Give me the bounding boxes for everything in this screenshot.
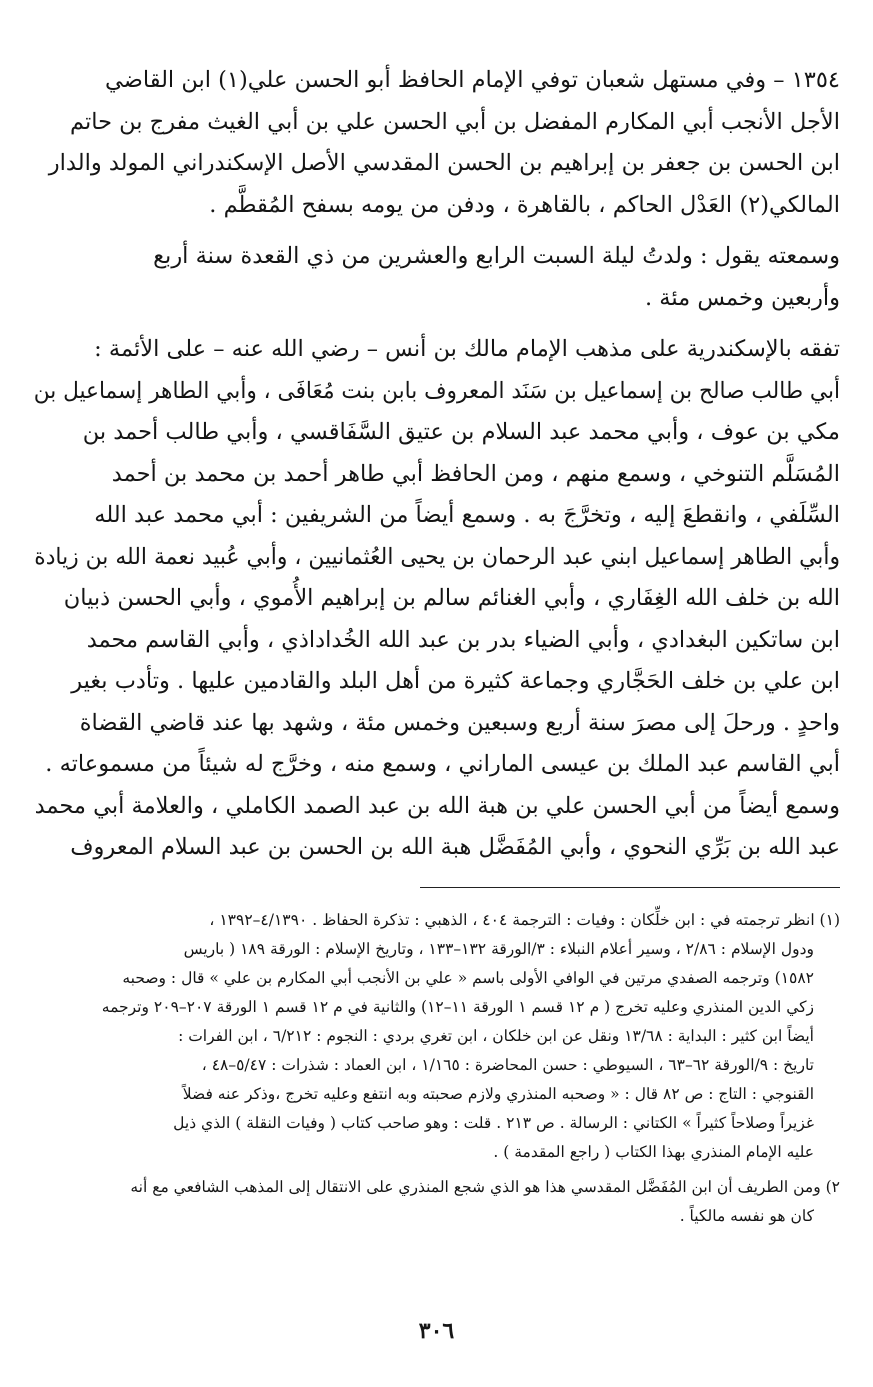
text-line: ١٣٥٤ – وفي مستهل شعبان توفي الإمام الحافظ أبو الحسن علي(١) ابن القاضي [104, 67, 840, 93]
paragraph-1 [34, 60, 840, 226]
footnote-line: القنوجي : التاج : ص ٨٢ قال : « وصحبه المنذري ولازم صحبته وبه انتفع وعليه تخرج ،وذكر عنه فضلاً [182, 1084, 814, 1103]
text-line: أبي طالب صالح بن إسماعيل بن سَنَد المعروف بابن بنت مُعَافَى ، وأبي الطاهر إسماعيل بن [33, 377, 841, 404]
text-line: أبي القاسم عبد الملك بن عيسى الماراني ، وسمع منه ، وخرَّج له شيئاً من مسموعاته . [45, 751, 840, 777]
text-line: السِّلَفي ، وانقطعَ إليه ، وتخرَّجَ به . وسمع أيضاً من الشريفين : أبي محمد عبد الله [94, 502, 840, 528]
text-line: ابن الحسن بن جعفر بن إبراهيم بن الحسن المقدسي الأصل الإسكندراني المولد والدار [48, 150, 840, 176]
footnote-2 [34, 1173, 840, 1231]
footnote-line: أيضاً ابن كثير : البداية : ١٣/٦٨ ونقل عن ابن خلكان ، ابن تغري بردي : النجوم : ٦/٢١٢ ، ابن الفرات : [178, 1026, 814, 1045]
text-line: واحدٍ . ورحلَ إلى مصرَ سنة أربع وسبعين وخمس مئة ، وشهد بها عند قاضي القضاة [79, 709, 840, 736]
footnotes [34, 906, 840, 1231]
text-line: الأجل الأنجب أبي المكارم المفضل بن أبي الحسن علي بن أبي الغيث مفرج بن حاتم [69, 108, 840, 135]
text-line: المُسَلَّم التنوخي ، وسمع منهم ، ومن الحافظ أبي طاهر أحمد بن محمد بن أحمد [111, 460, 840, 487]
footnote-line: ودول الإسلام : ٢/٨٦ ، وسير أعلام النبلاء : ٣/الورقة ١٣٢–١٣٣ ، وتاريخ الإسلام : الورقة ١٨٩ ( باريس [183, 939, 814, 958]
footnote-line: زكي الدين المنذري وعليه تخرج ( م ١٢ قسم ١ الورقة ١١–١٢) والثانية في م ١٢ قسم ١ الورقة ٢٠٧–٢٠٩ وترجمه [101, 997, 814, 1016]
text-line: مكي بن عوف ، وأبي محمد عبد السلام بن عتيق السَّفَاقسي ، وأبي طالب أحمد بن [82, 419, 840, 445]
text-line: عبد الله بن بَرِّي النحوي ، وأبي المُفَضَّل هبة الله بن الحسن بن عبد السلام المعروف [70, 834, 840, 860]
page-body [34, 60, 840, 1237]
footnote-line: تاريخ : ٩/الورقة ٦٢–٦٣ ، السيوطي : حسن المحاضرة : ١/١٦٥ ، ابن العماد : شذرات : ٥/٤٧–٤٨ ، [201, 1055, 814, 1074]
text-line: وسمع أيضاً من أبي الحسن علي بن هبة الله بن عبد الصمد الكاملي ، والعلامة أبي محمد [34, 792, 840, 819]
text-line: ابن ساتكين البغدادي ، وأبي الضياء بدر بن عبد الله الخُداداذي ، وأبي القاسم محمد [86, 626, 840, 653]
footnote-line: غزيراً وصلاحاً كثيراً » الكتاني : الرسالة . ص ٢١٣ . قلت : وهو صاحب كتاب ( وفيات النقلة ) الذي ذيل [173, 1113, 814, 1132]
footnote-line: عليه الإمام المنذري بهذا الكتاب ( راجع المقدمة ) . [493, 1142, 814, 1161]
text-line: وأبي الطاهر إسماعيل ابني عبد الرحمان بن يحيى العُثمانيين ، وأبي عُبيد نعمة الله بن زيادة [34, 543, 841, 570]
paragraph-2 [34, 236, 840, 319]
text-line: ابن علي بن خلف الحَجَّاري وجماعة كثيرة من أهل البلد والقادمين عليها . وتأدب بغير [71, 668, 840, 694]
footnote-line: ١٥٨٢) وترجمه الصفدي مرتين في الوافي الأولى باسم « علي بن الأنجب أبي المكارم بن علي » قال : وصحبه [122, 968, 814, 987]
text-line: تفقه بالإسكندرية على مذهب الإمام مالك بن أنس – رضي الله عنه – على الأئمة : [94, 336, 840, 362]
paragraph-3 [34, 329, 840, 869]
page-number: ٣٠٦ [418, 1318, 455, 1344]
text-line: وسمعته يقول : ولدتُ ليلة السبت الرابع والعشرين من ذي القعدة سنة أربع [153, 243, 840, 269]
text-line: الله بن خلف الله الغِفَاري ، وأبي الغنائم سالم بن إبراهيم الأُموي ، وأبي الحسن ذبيان [63, 585, 840, 611]
main-text [34, 60, 840, 869]
text-line: وأربعين وخمس مئة . [645, 284, 840, 311]
footnote-line: (١) انظر ترجمته في : ابن خلِّكان : وفيات : الترجمة ٤٠٤ ، الذهبي : تذكرة الحفاظ . ٤/١٣٩٠–١٣٩٢ ، [209, 910, 840, 929]
text-line: المالكي(٢) العَدْل الحاكم ، بالقاهرة ، ودفن من يومه بسفح المُقطَّم . [209, 191, 840, 218]
footnote-1 [34, 906, 840, 1167]
footnote-separator [420, 887, 840, 888]
footnote-line: ٢) ومن الطريف أن ابن المُفَضَّل المقدسي هذا هو الذي شجع المنذري على الانتقال إلى المذهب الشافعي مع أنه [130, 1177, 840, 1196]
footnote-line: كان هو نفسه مالكياً . [679, 1206, 814, 1225]
